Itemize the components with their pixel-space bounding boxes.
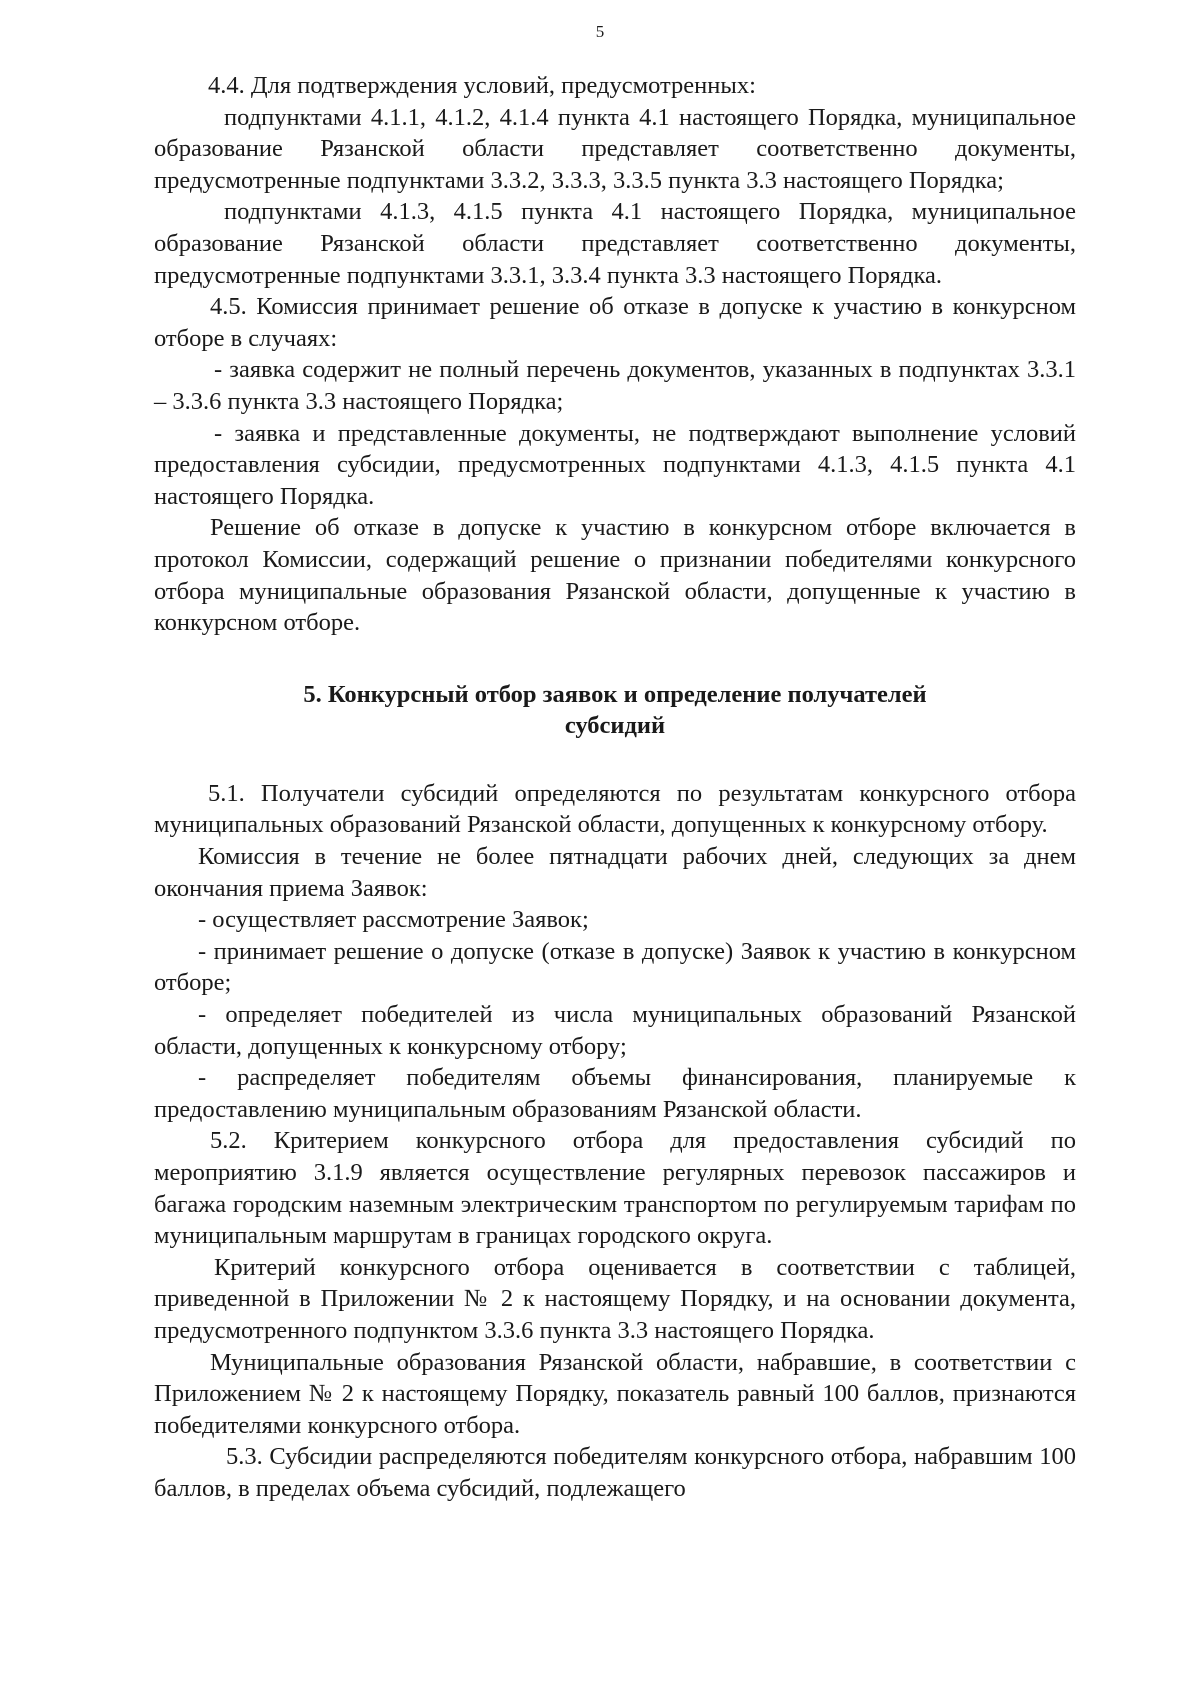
list-item-4-5-a: - заявка содержит не полный перечень документов, указанных в подпунктах 3.3.1 – 3.3.6 пункта 3.3 настоящего Порядка;: [154, 356, 1076, 415]
paragraph-5-3: 5.3. Субсидии распределяются победителям конкурсного отбора, набравшим 100 баллов, в пределах объема субсидий, подлежащего: [154, 1443, 1076, 1502]
paragraph-4-4-a: подпунктами 4.1.1, 4.1.2, 4.1.4 пункта 4.1 настоящего Порядка, муниципальное образование Рязанской области представляет соответственно документы, предусмотренные подпунктами 3.3.2, 3.3.3, 3.3.5 пункта 3.3 настоящего Порядка;: [154, 103, 1076, 194]
list-item-4: - распределяет победителям объемы финансирования, планируемые к предоставлению муниципальным образованиям Рязанской области.: [154, 1064, 1076, 1123]
list-item-4-5-b: - заявка и представленные документы, не подтверждают выполнение условий предоставления субсидии, предусмотренных подпунктами 4.1.3, 4.1.5 пункта 4.1 настоящего Порядка.: [154, 419, 1076, 510]
paragraph-4-4-b: подпунктами 4.1.3, 4.1.5 пункта 4.1 настоящего Порядка, муниципальное образование Рязанской области представляет соответственно документы, предусмотренные подпунктами 3.3.1, 3.3.4 пункта 3.3 настоящего Порядка.: [154, 198, 1076, 289]
document-body: [154, 70, 1076, 1505]
list-item-2: - принимает решение о допуске (отказе в допуске) Заявок к участию в конкурсном отборе;: [154, 937, 1076, 997]
paragraph-5-1: 5.1. Получатели субсидий определяются по результатам конкурсного отбора муниципальных образований Рязанской области, допущенных к конкурсному отбору.: [154, 779, 1076, 839]
paragraph-commission: Комиссия в течение не более пятнадцати рабочих дней, следующих за днем окончания приема Заявок:: [154, 843, 1076, 902]
paragraph-criterion: Критерий конкурсного отбора оценивается в соответствии с таблицей, приведенной в Приложении № 2 к настоящему Порядку, и на основании документа, предусмотренного подпунктом 3.3.6 пункта 3.3 настоящего Порядка.: [154, 1253, 1076, 1344]
page-number: 5: [595, 22, 605, 41]
paragraph-winners: Муниципальные образования Рязанской области, набравшие, в соответствии с Приложением № 2 к настоящему Порядку, показатель равный 100 баллов, признаются победителями конкурсного отбора.: [154, 1348, 1076, 1439]
section-5-heading-line2: субсидий: [564, 712, 666, 740]
list-item-1: - осуществляет рассмотрение Заявок;: [198, 906, 589, 934]
paragraph-5-2: 5.2. Критерием конкурсного отбора для предоставления субсидий по мероприятию 3.1.9 является осуществление регулярных перевозок пассажиров и багажа городским наземным электрическим транспортом по регулируемым тарифам по муниципальным маршрутам в границах городского округа.: [154, 1127, 1076, 1250]
section-5-heading: [154, 679, 1076, 742]
paragraph-4-5: 4.5. Комиссия принимает решение об отказе в допуске к участию в конкурсном отборе в случаях:: [154, 293, 1076, 352]
section-5-heading-line1: 5. Конкурсный отбор заявок и определение получателей: [303, 680, 927, 708]
list-item-3: - определяет победителей из числа муниципальных образований Рязанской области, допущенных к конкурсному отбору;: [154, 1001, 1076, 1060]
paragraph-4-4-intro: 4.4. Для подтверждения условий, предусмотренных:: [208, 72, 756, 99]
paragraph-4-5-decision: Решение об отказе в допуске к участию в конкурсном отборе включается в протокол Комиссии, содержащий решение о признании победителями конкурсного отбора муниципальные образования Рязанской области, допущенные к участию в конкурсном отборе.: [154, 514, 1076, 637]
